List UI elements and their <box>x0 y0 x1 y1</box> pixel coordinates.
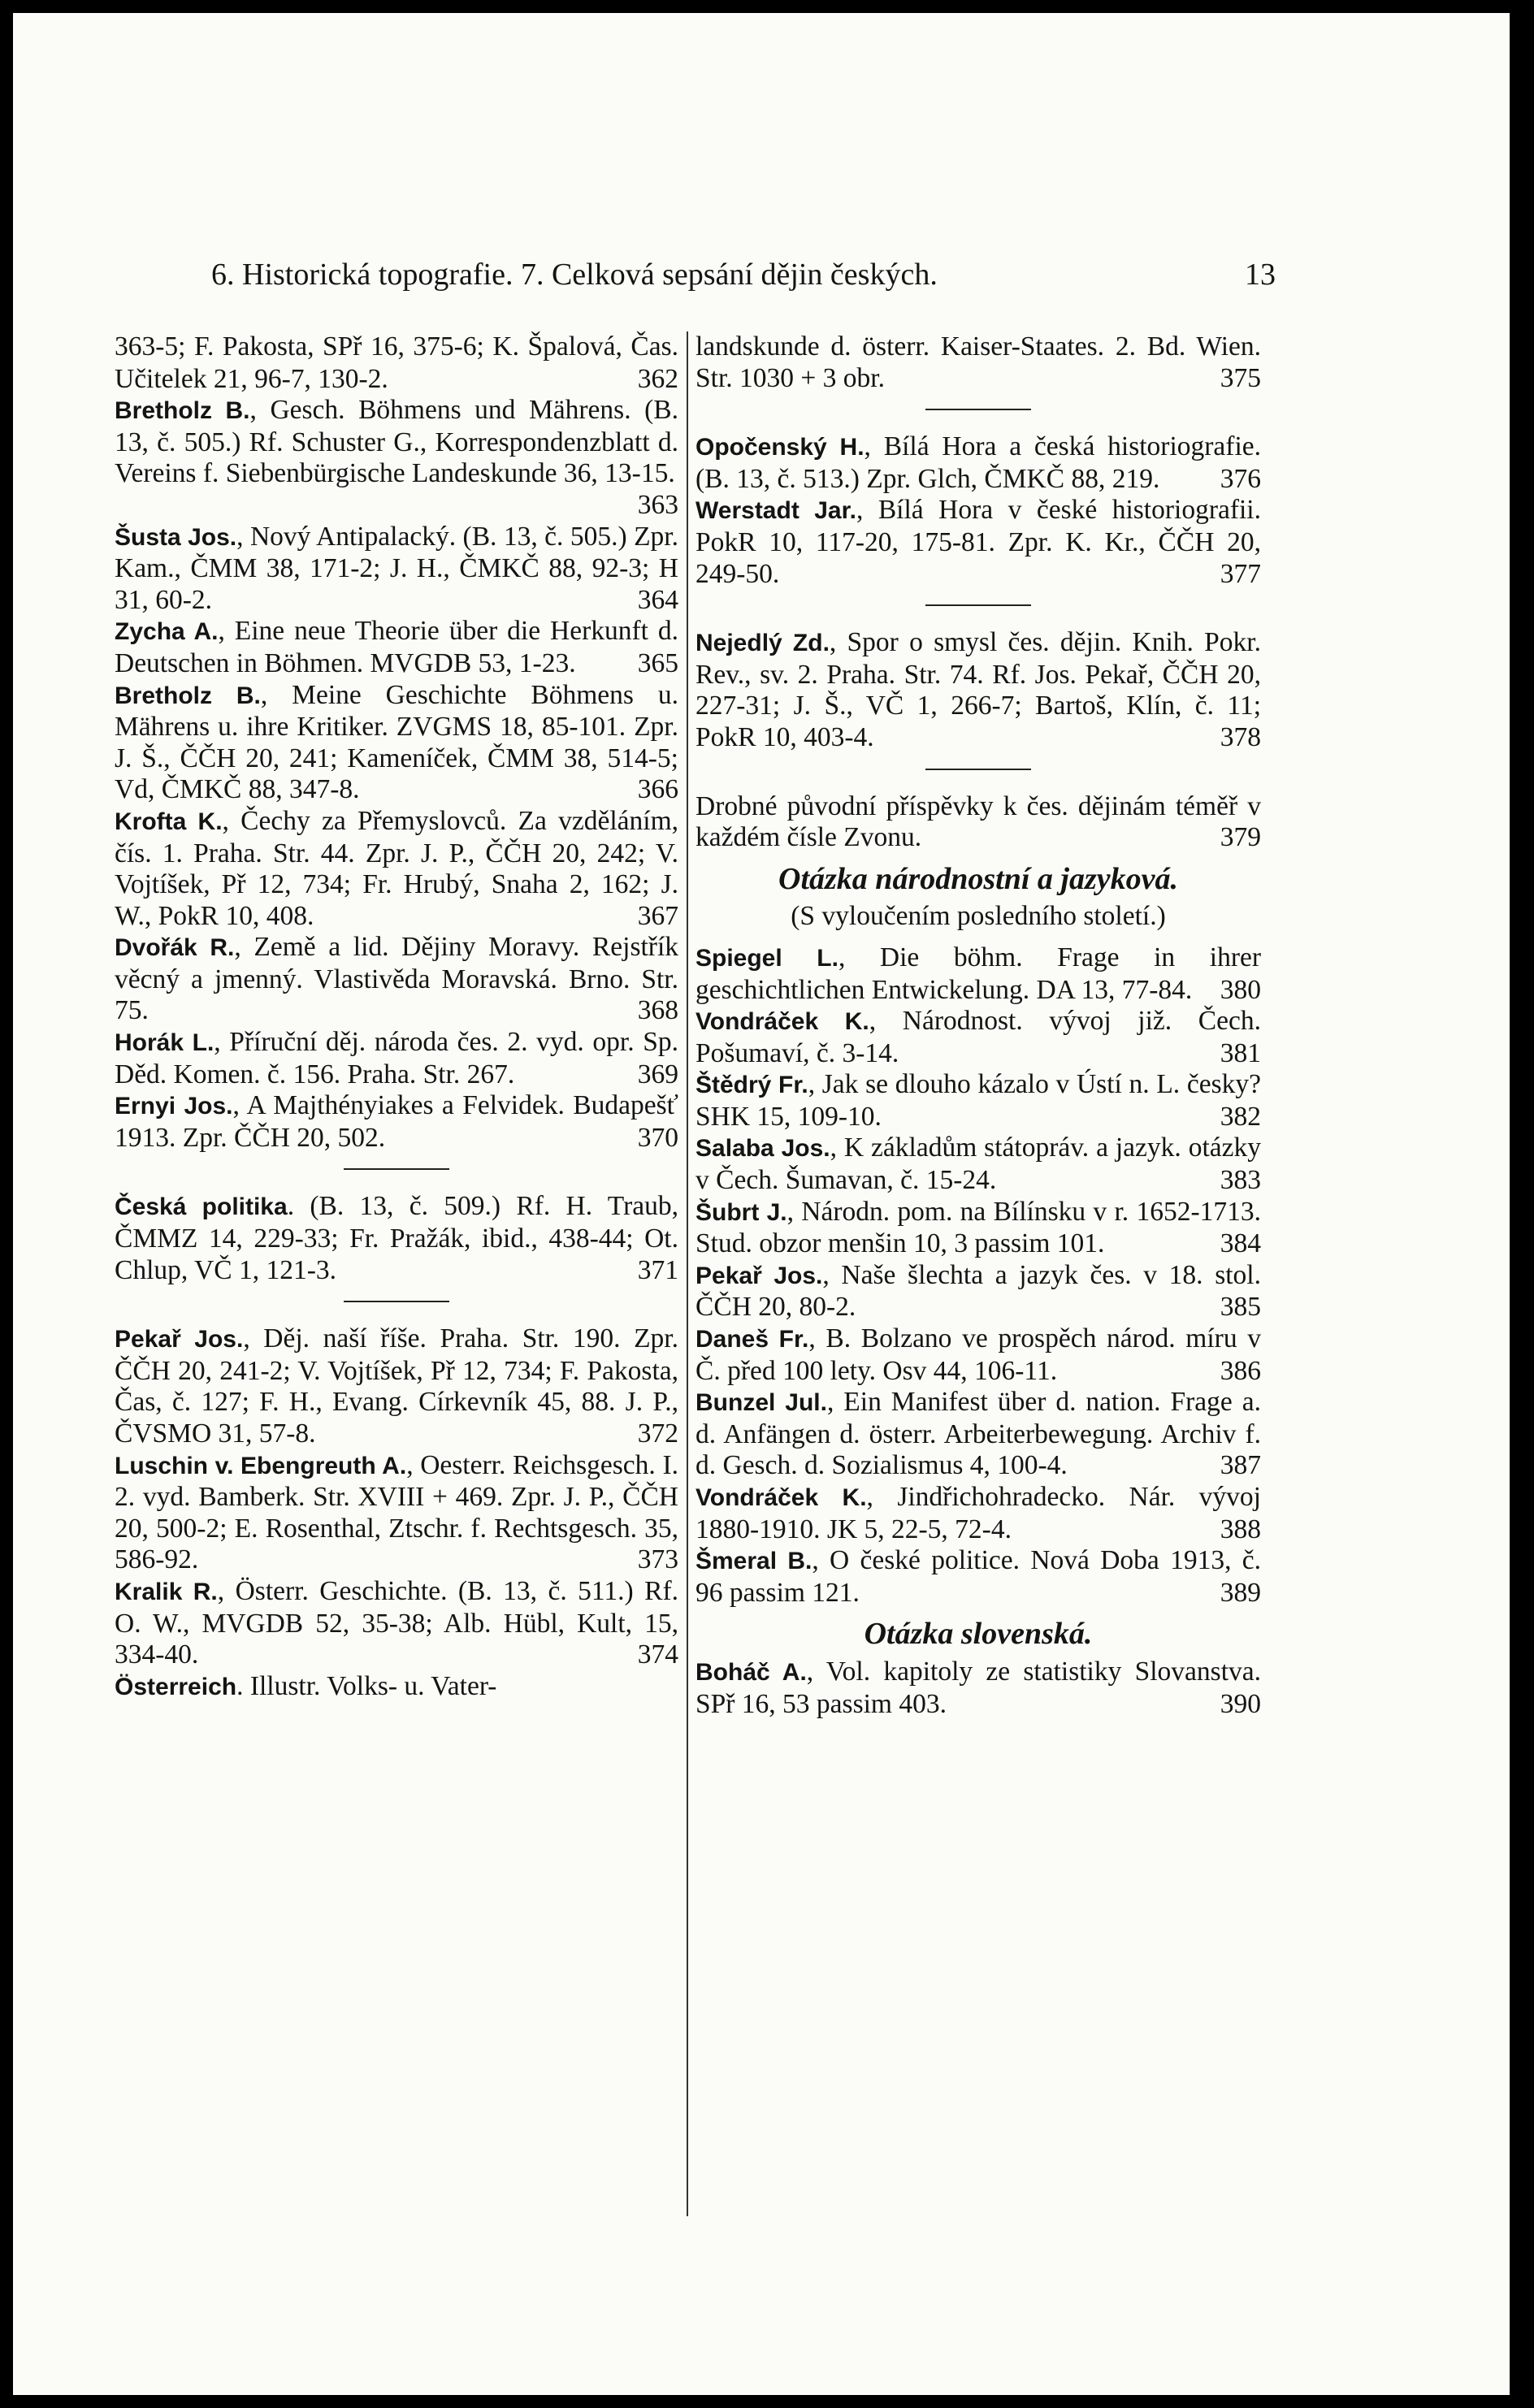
bib-entry-369: Horák L., Příruční děj. národa čes. 2. vyd. opr. Sp. Děd. Komen. č. 156. Praha. Str. 267. 369 <box>115 1027 678 1089</box>
bib-entry-385: Pekař Jos., Naše šlechta a jazyk čes. v 18. stol. ČČH 20, 80-2. 385 <box>696 1259 1261 1323</box>
bib-entry-386: Daneš Fr., B. Bolzano ve prospěch národ. míru v Č. před 100 lety. Osv 44, 106-11. 386 <box>696 1323 1262 1386</box>
section-rule <box>344 1301 449 1302</box>
bib-entry-362: 363-5; F. Pakosta, SPř 16, 375-6; K. Špalová, Čas. Učitelek 21, 96-7, 130-2. 362 <box>115 331 678 394</box>
page-number: 13 <box>1245 258 1276 292</box>
bib-entry-377: Werstadt Jar., Bílá Hora v české historiografii. PokR 10, 117-20, 175-81. Zpr. K. Kr., ČČH 20, 249-50. 377 <box>696 495 1261 589</box>
bib-entry-372: Pekař Jos., Děj. naší říše. Praha. Str. 190. Zpr. ČČH 20, 241-2; V. Vojtíšek, Př 12, 734; F. Pakosta, Čas, č. 127; F. H., Evang. Církevník 45, 88. J. P., ČVSMO 31, 57-8. 372 <box>115 1323 678 1449</box>
bib-entry-381: Vondráček K., Národnost. vývoj již. Čech. Pošumaví, č. 3-14. 381 <box>696 1006 1262 1068</box>
bib-entry-382: Štědrý Fr., Jak se dlouho kázalo v Ústí n. L. česky? SHK 15, 109-10. 382 <box>696 1069 1261 1132</box>
bib-entry-373: Luschin v. Ebengreuth A., Oesterr. Reichsgesch. I. 2. vyd. Bamberk. Str. XVIII + 469. Zpr. J. P., ČČH 20, 500-2; E. Rosenthal, Ztschr. f. Rechtsgesch. 35, 586-92. 373 <box>115 1449 678 1575</box>
bib-entry-367: Krofta K., Čechy za Přemyslovců. Za vzděláním, čís. 1. Praha. Str. 44. Zpr. J. P., ČČH 20, 242; V. Vojtíšek, Př 12, 734; Fr. Hrubý, Snaha 2, 162; J. W., PokR 10, 408. 367 <box>115 805 679 931</box>
section-heading-slovak: Otázka slovenská. <box>864 1617 1093 1652</box>
section-rule <box>925 409 1031 410</box>
bib-entry-384: Šubrt J., Národn. pom. na Bílínsku v r. 1652-1713. Stud. obzor menšin 10, 3 passim 101. 384 <box>696 1196 1261 1259</box>
bib-entry-379: Drobné původní příspěvky k čes. dějinám téměř v každém čísle Zvonu. 379 <box>696 790 1261 853</box>
bib-entry-363: Bretholz B., Gesch. Böhmens und Mährens. (B. 13, č. 505.) Rf. Schuster G., Korrespondenzblatt d. Vereins f. Siebenbürgische Landeskunde 36, 13-15. 363 <box>115 395 678 520</box>
section-heading-national: Otázka národnostní a jazyková. <box>778 861 1178 896</box>
bib-entry-364: Šusta Jos., Nový Antipalacký. (B. 13, č. 505.) Zpr. Kam., ČMM 38, 171-2; J. H., ČMKČ 88, 92-3; H 31, 60-2. 364 <box>115 521 678 615</box>
bib-entry-368: Dvořák R., Země a lid. Dějiny Moravy. Rejstřík věcný a jmenný. Vlastivěda Moravská. Brno. Str. 75. 368 <box>115 932 678 1026</box>
bib-entry-375-start: Österreich. Illustr. Volks- u. Vater- <box>115 1670 497 1701</box>
document-page <box>13 13 1510 2395</box>
bib-entry-376: Opočenský H., Bílá Hora a česká historiografie. (B. 13, č. 513.) Zpr. Glch, ČMKČ 88, 219. 376 <box>696 431 1261 494</box>
section-rule <box>344 1168 449 1170</box>
bib-entry-388: Vondráček K., Jindřichohradecko. Nár. vývoj 1880-1910. JK 5, 22-5, 72-4. 388 <box>696 1482 1261 1544</box>
left-column <box>115 331 678 1703</box>
bib-entry-378: Nejedlý Zd., Spor o smysl čes. dějin. Knih. Pokr. Rev., sv. 2. Praha. Str. 74. Rf. Jos. Pekař, ČČH 20, 227-31; J. Š., VČ 1, 266-7; Bartoš, Klín, č. 11; PokR 10, 403-4. 378 <box>696 627 1261 752</box>
bib-entry-365: Zycha A., Eine neue Theorie über die Herkunft d. Deutschen in Böhmen. MVGDB 53, 1-23. 365 <box>115 616 678 678</box>
bib-entry-383: Salaba Jos., K základům státopráv. a jazyk. otázky v Čech. Šumavan, č. 15-24. 383 <box>696 1133 1261 1196</box>
running-header <box>211 257 1276 297</box>
bib-entry-366: Bretholz B., Meine Geschichte Böhmens u. Mährens u. ihre Kritiker. ZVGMS 18, 85-101. Zpr. J. Š., ČČH 20, 241; Kameníček, ČMM 38, 514-5; Vd, ČMKČ 88, 347-8. 366 <box>115 679 678 805</box>
bib-entry-371: Česká politika. (B. 13, č. 509.) Rf. H. Traub, ČMMZ 14, 229-33; Fr. Pražák, ibid., 438-44; Ot. Chlup, VČ 1, 121-3. 371 <box>115 1191 678 1285</box>
bib-entry-375: landskunde d. österr. Kaiser-Staates. 2. Bd. Wien. Str. 1030 + 3 obr. 375 <box>696 331 1261 393</box>
section-subtitle-national: (S vyloučením posledního století.) <box>791 901 1166 932</box>
header-title: 6. Historická topografie. 7. Celková sepsání dějin českých. <box>211 258 938 292</box>
section-rule <box>925 604 1031 606</box>
bib-entry-370: Ernyi Jos., A Majthényiakes a Felvidek. Budapešť 1913. Zpr. ČČH 20, 502. 370 <box>115 1090 678 1153</box>
bib-entry-389: Šmeral B., O české politice. Nová Doba 1913, č. 96 passim 121. 389 <box>696 1545 1261 1608</box>
bib-entry-374: Kralik R., Österr. Geschichte. (B. 13, č. 511.) Rf. O. W., MVGDB 52, 35-38; Alb. Hübl, Kult, 15, 334-40. 374 <box>115 1575 678 1670</box>
section-rule <box>925 769 1031 770</box>
right-column <box>696 331 1261 1720</box>
bib-entry-390: Boháč A., Vol. kapitoly ze statistiky Slovanstva. SPř 16, 53 passim 403. 390 <box>696 1656 1261 1719</box>
bib-entry-380: Spiegel L., Die böhm. Frage in ihrer geschichtlichen Entwickelung. DA 13, 77-84. 380 <box>696 942 1261 1005</box>
column-divider <box>687 331 688 2216</box>
bib-entry-387: Bunzel Jul., Ein Manifest über d. nation. Frage a. d. Anfängen d. österr. Arbeiterbewegung. Archiv f. d. Gesch. d. Sozialismus 4, 100-4. 387 <box>696 1387 1261 1481</box>
